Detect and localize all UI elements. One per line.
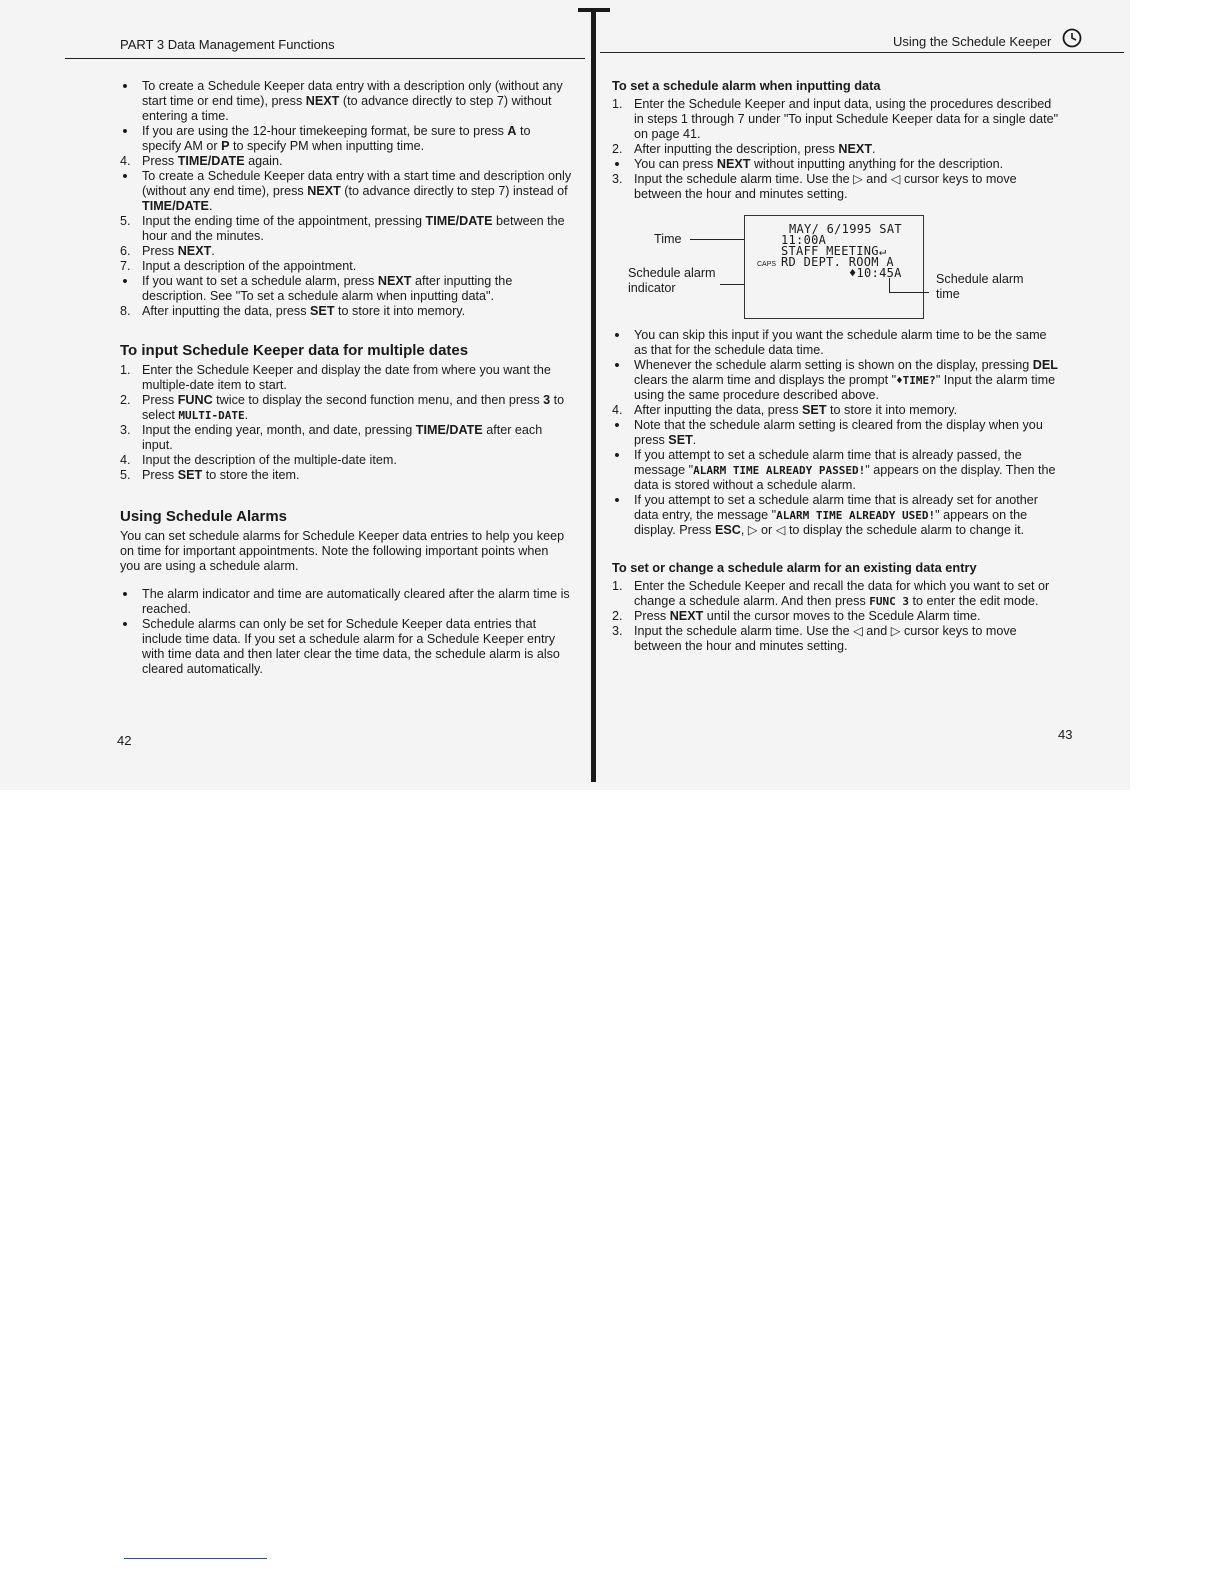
numbered-step [120, 468, 572, 483]
item-text: to store it into memory. [334, 304, 466, 318]
item-text: Input the ending time of the appointment, pressing [142, 214, 426, 228]
alarms-notes [120, 587, 572, 677]
item-text: " appears on the display. Then the data is stored without a schedule alarm. [634, 463, 1056, 492]
set-alarm-steps [612, 97, 1060, 202]
binding-spine [591, 12, 596, 782]
item-text: twice to display the second function menu, and then press [212, 393, 544, 407]
list-marker: 4. [120, 453, 131, 467]
right-running-header: Using the Schedule Keeper [893, 34, 1052, 49]
numbered-step [612, 624, 1060, 654]
item-text: again. [244, 154, 283, 168]
item-text: " Input the alarm time using the same procedure described above. [634, 373, 1056, 402]
list-marker: 8. [120, 304, 131, 318]
item-text: NEXT [716, 157, 751, 171]
item-text: After inputting the data, press [634, 403, 803, 417]
list-marker: 2. [120, 393, 131, 407]
alarms-intro: You can set schedule alarms for Schedule Keeper data entries to help you keep on time for important appointments. Note the following important points when you are using a schedule alarm. [120, 529, 565, 573]
bullet-item [612, 358, 1060, 403]
multi-date-heading: To input Schedule Keeper data for multiple dates [120, 342, 469, 359]
right-header-rule [600, 52, 1124, 53]
item-text: Schedule alarms can only be set for Schedule Keeper data entries that include time data. If you set a schedule alarm for a Schedule Keeper entry with time data and then later clear the time data, the schedule alarm is also cleared automatically. [142, 617, 560, 676]
item-text: to specify PM when inputting time. [229, 139, 425, 153]
item-text: If you attempt to set a schedule alarm time that is already set for another data entry, the message " [634, 493, 1038, 522]
lcd-line-date: MAY/ 6/1995 SAT [789, 222, 902, 236]
list-marker: • [122, 78, 128, 95]
item-text: SET [177, 468, 203, 482]
numbered-step [612, 579, 1060, 609]
list-marker: 3. [612, 172, 623, 186]
item-text: Input a description of the appointment. [142, 259, 357, 273]
bullet-item [120, 169, 572, 214]
numbered-step [120, 393, 572, 423]
lcd-line-alarm: ♦10:45A [849, 266, 902, 280]
item-text: after inputting the description. See "To set a schedule alarm when inputting data". [142, 274, 513, 303]
bullet-item [612, 418, 1060, 448]
pointer-alarm-time-tick [889, 278, 890, 292]
lcd-figure [612, 212, 1052, 320]
set-alarm-heading: To set a schedule alarm when inputting data [612, 78, 881, 93]
item-text: P [221, 139, 230, 153]
bullet-item [612, 328, 1060, 358]
lcd-line-time: 11:00A [781, 233, 827, 247]
item-text: A [507, 124, 517, 138]
multi-date-steps [120, 363, 572, 483]
item-text: . [208, 199, 213, 213]
item-text: NEXT [305, 94, 340, 108]
item-text: Press [142, 244, 178, 258]
item-text: to specify AM or [142, 124, 531, 153]
label-alarm-indicator: Schedule alarm indicator [628, 266, 716, 295]
item-text: until the cursor moves to the Scedule Alarm time. [703, 609, 981, 623]
right-column-lower [612, 328, 1060, 654]
list-marker: 7. [120, 259, 131, 273]
item-text: NEXT [177, 244, 212, 258]
item-text: If you are using the 12-hour timekeeping format, be sure to press [142, 124, 508, 138]
item-text: . [872, 142, 876, 156]
item-text: MULTI-DATE [178, 409, 245, 422]
existing-entry-steps [612, 579, 1060, 654]
left-running-header: PART 3 Data Management Functions [120, 37, 335, 52]
list-marker: 3. [612, 624, 623, 638]
numbered-step [612, 172, 1060, 202]
list-marker: • [614, 492, 620, 509]
item-text: If you want to set a schedule alarm, press [142, 274, 378, 288]
bullet-item [120, 124, 572, 154]
item-text: NEXT [669, 609, 704, 623]
list-marker: • [122, 123, 128, 140]
item-text: . [211, 244, 215, 258]
list-marker: 4. [612, 403, 623, 417]
item-text: ALARM TIME ALREADY USED! [776, 509, 936, 522]
item-text: After inputting the description, press [634, 142, 839, 156]
item-text: SET [668, 433, 693, 447]
bullet-item [120, 79, 572, 124]
numbered-step [612, 97, 1060, 142]
item-text: SET [802, 403, 827, 417]
list-marker: • [614, 327, 620, 344]
item-text: to store it into memory. [826, 403, 958, 417]
item-text: You can press [634, 157, 717, 171]
item-text: NEXT [377, 274, 412, 288]
numbered-step [120, 154, 572, 169]
bullet-item [612, 493, 1060, 538]
list-marker: • [614, 447, 620, 464]
item-text: NEXT [838, 142, 873, 156]
clock-icon [1061, 27, 1083, 54]
numbered-step [120, 214, 572, 244]
list-marker: • [614, 417, 620, 434]
lcd-line-description: STAFF MEETING↵ [781, 244, 887, 258]
item-text: Input the schedule alarm time. Use the ▷ and ◁ cursor keys to move between the hour and minutes setting. [634, 172, 1017, 201]
item-text: Enter the Schedule Keeper and display the date from where you want the multiple-date item to start. [142, 363, 551, 392]
numbered-step [120, 244, 572, 259]
item-text: TIME/DATE [425, 214, 493, 228]
list-marker: • [122, 616, 128, 633]
item-text: After inputting the data, press [142, 304, 311, 318]
lcd-screen [744, 215, 924, 319]
steps-list-continued [120, 79, 572, 319]
item-text: . [692, 433, 697, 447]
item-text: Input the schedule alarm time. Use the ◁ and ▷ cursor keys to move between the hour and minutes setting. [634, 624, 1017, 653]
item-text: Press [634, 609, 670, 623]
item-text: To create a Schedule Keeper data entry with a start time and description only (without any end time), press [142, 169, 572, 198]
item-text: DEL [1032, 358, 1058, 372]
pointer-alarm-time [889, 292, 929, 293]
item-text: NEXT [307, 184, 341, 198]
list-marker: 1. [612, 97, 623, 111]
item-text: ALARM TIME ALREADY PASSED! [693, 464, 866, 477]
list-marker: 6. [120, 244, 131, 258]
list-marker: • [122, 273, 128, 290]
item-text: 3 [543, 393, 551, 407]
item-text: TIME/DATE [142, 199, 209, 213]
item-text: to enter the edit mode. [909, 594, 1039, 608]
item-text: Press [142, 468, 178, 482]
item-text: ESC [714, 523, 741, 537]
numbered-step [120, 453, 572, 468]
item-text: TIME/DATE [177, 154, 245, 168]
item-text: to store the item. [202, 468, 300, 482]
label-alarm-time: Schedule alarm time [936, 272, 1024, 301]
item-text: clears the alarm time and displays the prompt " [634, 373, 897, 387]
list-marker: 1. [120, 363, 131, 377]
item-text: . [244, 408, 249, 422]
bullet-item [612, 157, 1060, 172]
list-marker: 5. [120, 214, 131, 228]
item-text: Input the description of the multiple-date item. [142, 453, 397, 467]
left-page-number: 42 [117, 733, 132, 748]
item-text: Press [142, 154, 178, 168]
item-text: FUNC [177, 393, 213, 407]
item-text: SET [310, 304, 335, 318]
left-column [120, 79, 572, 677]
item-text: Enter the Schedule Keeper and input data, using the procedures described in steps 1 through 7 under "To input Schedule Keeper data for a single date" on page 41. [634, 97, 1059, 141]
item-text: TIME/DATE [415, 423, 483, 437]
bullet-item [612, 448, 1060, 493]
item-text: (to advance directly to step 7) instead of [340, 184, 568, 198]
list-marker: • [614, 357, 620, 374]
item-text: , ▷ or ◁ to display the schedule alarm to change it. [740, 523, 1025, 537]
left-header-rule [65, 58, 585, 59]
list-marker: • [122, 586, 128, 603]
item-text: to select [142, 393, 565, 422]
item-text: If you attempt to set a schedule alarm time that is already passed, the message " [634, 448, 1022, 477]
item-text: (to advance directly to step 7) without entering a time. [142, 94, 552, 123]
bullet-item [120, 617, 572, 677]
item-text: Whenever the schedule alarm setting is shown on the display, pressing [634, 358, 1033, 372]
alarm-notes [612, 328, 1060, 538]
item-text: Input the ending year, month, and date, pressing [142, 423, 416, 437]
item-text: To create a Schedule Keeper data entry with a description only (without any start time or end time), press [142, 79, 563, 108]
list-marker: 1. [612, 579, 623, 593]
numbered-step [120, 423, 572, 453]
caps-indicator: CAPS [757, 261, 777, 268]
item-text: ♦TIME? [896, 374, 936, 387]
item-text: without inputting anything for the description. [750, 157, 1004, 171]
item-text: Press [142, 393, 178, 407]
right-column [612, 78, 1060, 202]
list-marker: 5. [120, 468, 131, 482]
numbered-step [120, 363, 572, 393]
list-marker: 2. [612, 142, 623, 156]
item-text: The alarm indicator and time are automatically cleared after the alarm time is reached. [142, 587, 570, 616]
item-text: Enter the Schedule Keeper and recall the data for which you want to set or change a schedule alarm. And then press [634, 579, 1050, 608]
numbered-step [612, 403, 1060, 418]
footer-link-line [124, 1558, 267, 1559]
item-text: You can skip this input if you want the schedule alarm time to be the same as that for the schedule data time. [634, 328, 1047, 357]
numbered-step [120, 304, 572, 319]
lcd-line-location: RD DEPT. ROOM A [781, 255, 894, 269]
list-marker: • [122, 168, 128, 185]
right-page-number: 43 [1058, 727, 1073, 742]
item-text: FUNC 3 [869, 595, 909, 608]
list-marker: 4. [120, 154, 131, 168]
alarms-heading: Using Schedule Alarms [120, 508, 287, 525]
list-marker: 3. [120, 423, 131, 437]
item-text: " appears on the display. Press [634, 508, 1028, 537]
bullet-item [120, 274, 572, 304]
existing-entry-heading: To set or change a schedule alarm for an existing data entry [612, 560, 977, 575]
item-text: after each input. [142, 423, 543, 452]
item-text: Note that the schedule alarm setting is cleared from the display when you press [634, 418, 1043, 447]
bullet-item [120, 587, 572, 617]
item-text: between the hour and the minutes. [142, 214, 565, 243]
numbered-step [120, 259, 572, 274]
numbered-step [612, 609, 1060, 624]
numbered-step [612, 142, 1060, 157]
label-time: Time [654, 232, 682, 246]
list-marker: • [614, 156, 620, 173]
list-marker: 2. [612, 609, 623, 623]
